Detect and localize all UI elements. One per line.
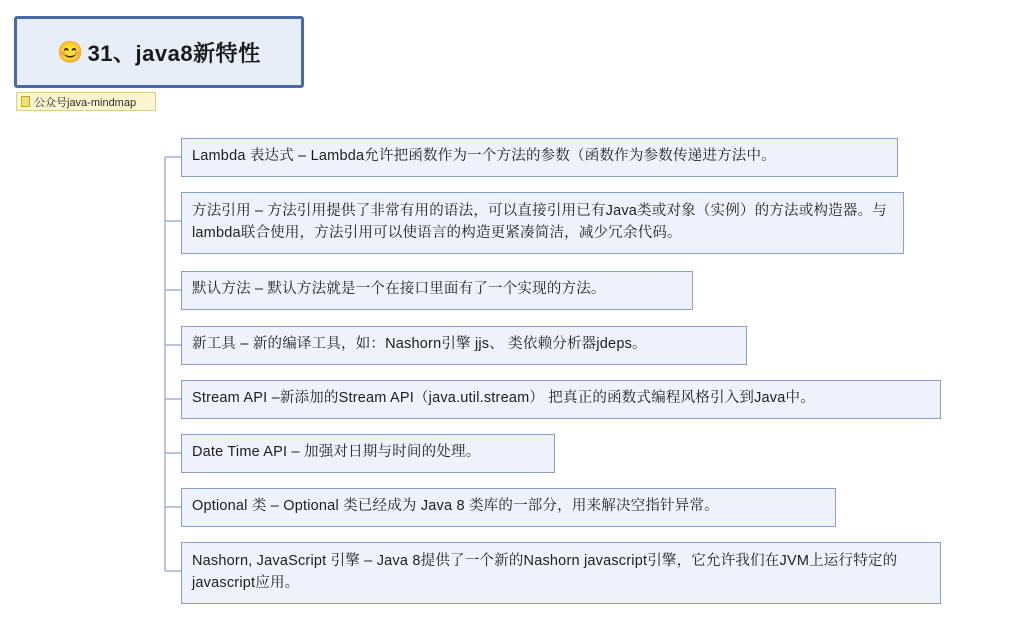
branch-node-default-method[interactable] [181,271,693,310]
note-tag-label: 公众号java-mindmap [34,96,137,109]
branch-node-label: Optional 类 – Optional 类已经成为 Java 8 类库的一部分，用来解决空指针异常。 [192,498,719,514]
root-title: 31、java8新特性 [87,40,261,66]
branch-node-lambda[interactable] [181,138,898,177]
branch-node-nashorn[interactable] [181,542,941,604]
branch-node-label: 新工具 – 新的编译工具，如：Nashorn引擎 jjs、 类依赖分析器jdeps。 [192,336,647,352]
branch-node-label: 默认方法 – 默认方法就是一个在接口里面有了一个实现的方法。 [192,281,606,297]
smiley-emoji: 😊 [57,40,84,64]
branch-node-stream-api[interactable] [181,380,941,419]
note-tag[interactable] [16,92,156,111]
branch-node-label: Stream API –新添加的Stream API（java.util.stream） 把真正的函数式编程风格引入到Java中。 [192,390,815,406]
branch-node-optional[interactable] [181,488,836,527]
branch-node-label: Lambda 表达式 – Lambda允许把函数作为一个方法的参数（函数作为参数传递进方法中。 [192,148,776,164]
branch-node-label: Date Time API – 加强对日期与时间的处理。 [192,444,481,460]
branch-node-method-reference[interactable] [181,192,904,254]
branch-node-label: 方法引用 – 方法引用提供了非常有用的语法，可以直接引用已有Java类或对象（实例）的方法或构造器。与lambda联合使用，方法引用可以使语言的构造更紧凑简洁，减少冗余代码。 [192,203,887,242]
root-node[interactable] [14,16,304,88]
note-icon [21,96,30,107]
branch-node-date-time-api[interactable] [181,434,555,473]
branch-node-new-tools[interactable] [181,326,747,365]
branch-node-label: Nashorn, JavaScript 引擎 – Java 8提供了一个新的Nashorn javascript引擎，它允许我们在JVM上运行特定的javascript应用。 [192,553,898,592]
